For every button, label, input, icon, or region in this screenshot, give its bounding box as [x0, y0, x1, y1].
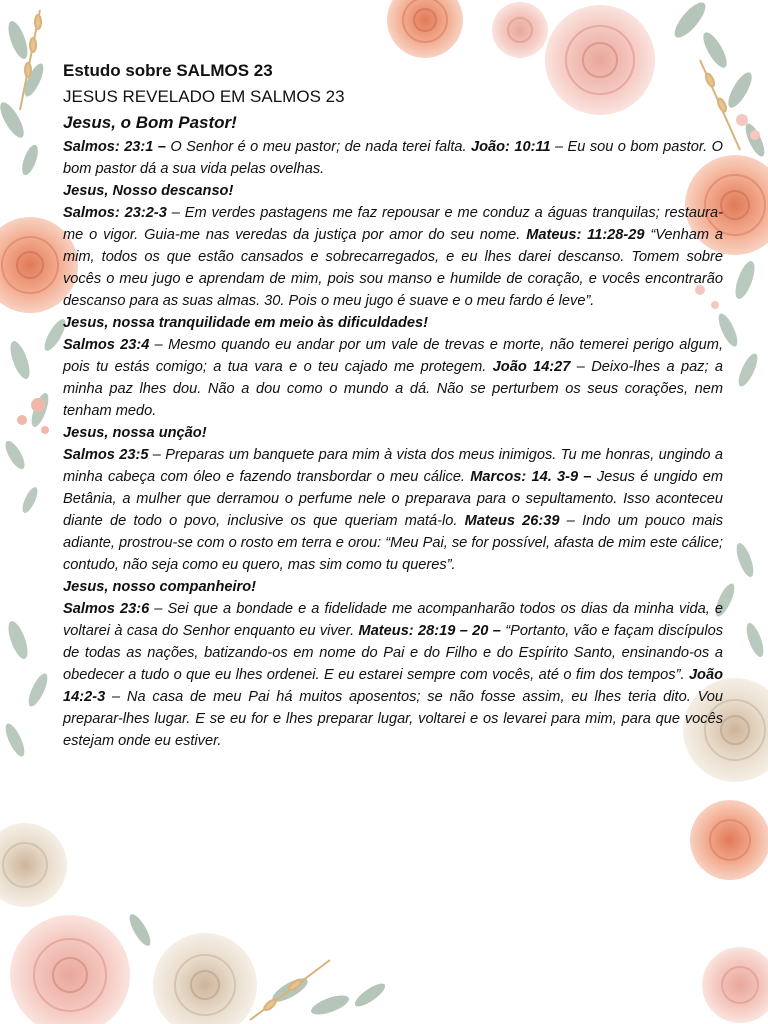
- verse-text: – Indo um pouco mais adiante, prostrou-se com o rosto em terra e orou: “Meu Pai, se for possível, afasta de mim este cálice; contudo, não seja como eu quero, mas sim como tu queres”.: [63, 513, 723, 573]
- verse-text: – Preparas um banquete para mim à vista dos meus inimigos. Tu me honras, ungindo a minha cabeça com óleo e fazendo transbordar o meu cálice.: [63, 447, 723, 485]
- verse-reference: Salmos 23:5: [63, 447, 149, 463]
- paragraph: [63, 444, 723, 576]
- verse-text: – Na casa de meu Pai há muitos aposentos; se não fosse assim, eu lhes teria dito. Vou preparar-lhes lugar. E se eu for e lhes preparar lugar, voltarei e os levarei para mim, para que vocês estejam onde eu estiver.: [63, 689, 723, 749]
- verse-reference: João 14:27: [492, 359, 571, 375]
- verse-text: “Venham a mim, todos os que estão cansados e sobrecarregados, e eu lhes darei descanso. Tomem sobre vocês o meu jugo e aprendam de mim, pois sou manso e humilde de coração, e vocês encontrarão descanso para as suas almas. 30. Pois o meu jugo é suave e o meu fardo é leve”.: [63, 227, 723, 309]
- verse-reference: Salmos: 23:1 –: [63, 139, 166, 155]
- rose-top-center: [387, 0, 463, 58]
- rose-bottom-right-small: [702, 947, 768, 1023]
- rose-bottom-center-cream: [153, 933, 257, 1024]
- verse-reference: Salmos 23:6: [63, 601, 150, 617]
- paragraph: [63, 202, 723, 312]
- leaf-sprig-top-left: [0, 19, 47, 177]
- leaf-sprig-left-lower: [2, 619, 51, 759]
- verse-reference: João 14:2-3: [63, 667, 723, 705]
- verse-reference: Marcos: 14. 3-9 –: [470, 469, 592, 485]
- verse-text: “Portanto, vão e façam discípulos de todas as nações, batizando-os em nome do Pai e do Filho e do Espírito Santo, ensinando-os a obedecer a tudo o que eu lhes ordenei. E eu estarei sempre com vocês, até o fim dos tempos”.: [63, 623, 723, 683]
- rose-top-right-small: [492, 2, 548, 58]
- rose-bottom-left-peach: [10, 915, 130, 1024]
- paragraph: [63, 136, 723, 180]
- section-heading: Jesus, nossa unção!: [63, 425, 207, 441]
- verse-reference: Mateus: 11:28-29: [526, 227, 645, 243]
- paragraph: [63, 334, 723, 422]
- section-heading: Jesus, o Bom Pastor!: [63, 113, 237, 132]
- rose-right-bottom-peach: [690, 800, 768, 880]
- section-heading: Jesus, Nosso descanso!: [63, 183, 234, 199]
- verse-text: – Deixo-lhes a paz; a minha paz lhes dou. Não a dou como o mundo a dá. Não se perturbem os seus corações, nem tenham medo.: [63, 359, 723, 419]
- verse-reference: Salmos: 23:2-3: [63, 205, 167, 221]
- document-body: [63, 58, 723, 752]
- document-title: Estudo sobre SALMOS 23: [63, 61, 273, 80]
- verse-reference: Salmos 23:4: [63, 337, 150, 353]
- document-subtitle: JESUS REVELADO EM SALMOS 23: [63, 87, 345, 106]
- verse-text: – Eu sou o bom pastor. O bom pastor dá a sua vida pelas ovelhas.: [63, 139, 723, 177]
- verse-text: – Sei que a bondade e a fidelidade me acompanharão todos os dias da minha vida, e voltarei à casa do Senhor enquanto eu viver.: [63, 601, 723, 639]
- verse-text: Jesus é ungido em Betânia, a mulher que derramou o perfume nele o preparava para o sepultamento. Isso aconteceu diante de todo o povo, inclusive os que queriam matá-lo.: [63, 469, 723, 529]
- verse-reference: Mateus 26:39: [464, 513, 560, 529]
- verse-reference: João: 10:11: [471, 139, 551, 155]
- leaf-sprig-left-middle: [2, 316, 69, 514]
- section-heading: Jesus, nosso companheiro!: [63, 579, 257, 595]
- verse-reference: Mateus: 28:19 – 20 –: [358, 623, 501, 639]
- section-heading: Jesus, nossa tranquilidade em meio às dificuldades!: [63, 315, 428, 331]
- rose-left-lower-cream: [0, 823, 67, 907]
- verse-text: O Senhor é o meu pastor; de nada terei falta.: [165, 139, 471, 155]
- paragraph: [63, 598, 723, 752]
- verse-text: – Em verdes pastagens me faz repousar e me conduz a águas tranquilas; restaura-me o vigor. Guia-me nas veredas da justiça por amor do seu nome.: [63, 205, 723, 243]
- verse-text: – Mesmo quando eu andar por um vale de trevas e morte, não temerei perigo algum, pois tu estás comigo; a tua vara e o teu cajado me protegem.: [63, 337, 723, 375]
